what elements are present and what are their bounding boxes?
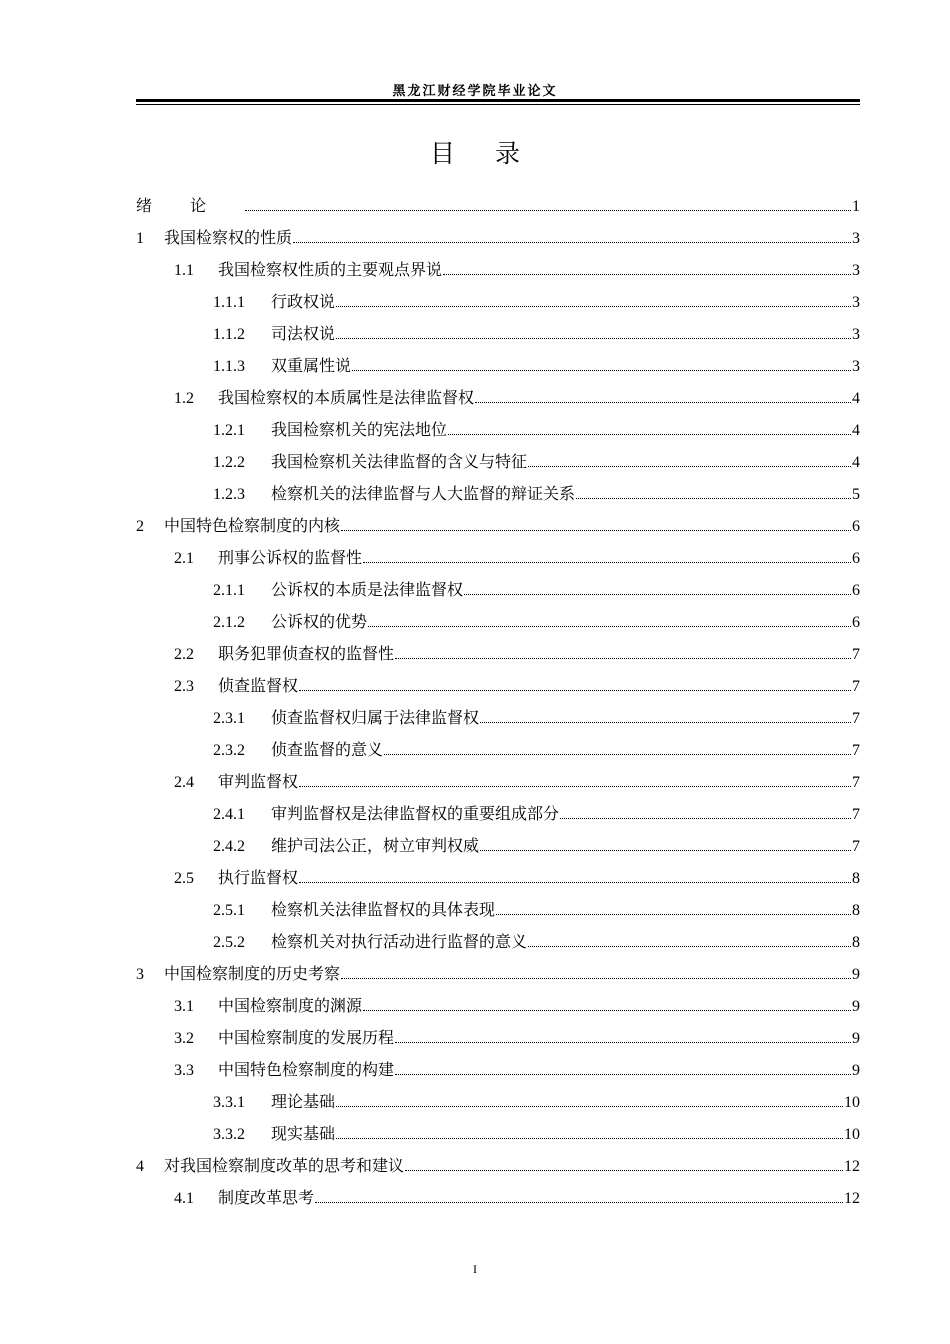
toc-entry-label: 司法权说 bbox=[271, 324, 336, 343]
toc-entry[interactable] bbox=[136, 544, 860, 576]
toc-entry-page: 8 bbox=[852, 870, 860, 887]
toc-entry[interactable] bbox=[136, 672, 860, 704]
dot-leader bbox=[368, 626, 851, 627]
toc-entry-page: 7 bbox=[852, 774, 860, 791]
toc-entry[interactable] bbox=[136, 224, 860, 256]
toc-entry-page: 6 bbox=[852, 582, 860, 599]
toc-entry-page: 10 bbox=[844, 1094, 860, 1111]
toc-entry[interactable] bbox=[136, 1152, 860, 1184]
toc-entry-page: 6 bbox=[852, 614, 860, 631]
dot-leader bbox=[560, 818, 851, 819]
toc-entry-label: 中国检察制度的历史考察 bbox=[164, 964, 341, 983]
header-rule-thick bbox=[136, 99, 860, 102]
toc-entry[interactable] bbox=[136, 1056, 860, 1088]
toc-entry-page: 5 bbox=[852, 486, 860, 503]
toc-entry-number: 2.4.1 bbox=[213, 806, 245, 823]
toc-entry-page: 3 bbox=[852, 294, 860, 311]
toc-entry[interactable] bbox=[136, 832, 860, 864]
toc-entry-label: 行政权说 bbox=[271, 292, 336, 311]
dot-leader bbox=[336, 338, 851, 339]
toc-entry[interactable] bbox=[136, 992, 860, 1024]
toc-entry-label: 理论基础 bbox=[271, 1092, 336, 1111]
toc-entry-number: 2.3.2 bbox=[213, 742, 245, 759]
toc-entry-page: 6 bbox=[852, 518, 860, 535]
toc-entry-page: 3 bbox=[852, 262, 860, 279]
dot-leader bbox=[405, 1170, 843, 1171]
toc-entry-label: 制度改革思考 bbox=[218, 1188, 315, 1207]
toc-entry-number: 1.1.2 bbox=[213, 326, 245, 343]
toc-entry-page: 7 bbox=[852, 806, 860, 823]
toc-entry[interactable] bbox=[136, 192, 860, 224]
toc-entry-label: 现实基础 bbox=[271, 1124, 336, 1143]
toc-entry-number: 1 bbox=[136, 230, 144, 247]
dot-leader bbox=[395, 1042, 851, 1043]
dot-leader bbox=[480, 722, 851, 723]
toc-entry[interactable] bbox=[136, 384, 860, 416]
toc-entry-label: 双重属性说 bbox=[271, 356, 352, 375]
dot-leader bbox=[363, 562, 851, 563]
dot-leader bbox=[395, 1074, 851, 1075]
toc-entry[interactable] bbox=[136, 416, 860, 448]
dot-leader bbox=[395, 658, 851, 659]
toc-entry-number: 4.1 bbox=[174, 1190, 194, 1207]
dot-leader bbox=[464, 594, 851, 595]
toc-entry[interactable] bbox=[136, 640, 860, 672]
dot-leader bbox=[245, 210, 851, 211]
toc-entry[interactable] bbox=[136, 960, 860, 992]
toc-entry-label: 审判监督权是法律监督权的重要组成部分 bbox=[271, 804, 560, 823]
toc-entry-label: 公诉权的优势 bbox=[271, 612, 368, 631]
toc-entry-label: 审判监督权 bbox=[218, 772, 299, 791]
toc-entry[interactable] bbox=[136, 576, 860, 608]
toc-entry-label: 刑事公诉权的监督性 bbox=[218, 548, 363, 567]
toc-entry-label: 公诉权的本质是法律监督权 bbox=[271, 580, 464, 599]
toc-entry-page: 4 bbox=[852, 422, 860, 439]
toc-entry-page: 3 bbox=[852, 358, 860, 375]
toc-entry-page: 8 bbox=[852, 934, 860, 951]
dot-leader bbox=[315, 1202, 843, 1203]
dot-leader bbox=[480, 850, 851, 851]
dot-leader bbox=[336, 1138, 843, 1139]
toc-entry-page: 4 bbox=[852, 390, 860, 407]
toc-entry-label: 我国检察机关法律监督的含义与特征 bbox=[271, 452, 528, 471]
toc-entry-label: 中国特色检察制度的内核 bbox=[164, 516, 341, 535]
toc-entry-label: 检察机关的法律监督与人大监督的辩证关系 bbox=[271, 484, 576, 503]
toc-entry-number: 2.4 bbox=[174, 774, 194, 791]
toc-entry-label: 执行监督权 bbox=[218, 868, 299, 887]
toc-entry[interactable] bbox=[136, 704, 860, 736]
header-rule-thin bbox=[136, 104, 860, 105]
dot-leader bbox=[475, 402, 851, 403]
toc-entry[interactable] bbox=[136, 1088, 860, 1120]
toc-entry-number: 3.3.2 bbox=[213, 1126, 245, 1143]
dot-leader bbox=[448, 434, 851, 435]
toc-entry-page: 7 bbox=[852, 742, 860, 759]
dot-leader bbox=[341, 978, 851, 979]
dot-leader bbox=[299, 882, 851, 883]
toc-entry-page: 9 bbox=[852, 998, 860, 1015]
toc-entry[interactable] bbox=[136, 800, 860, 832]
toc-entry-label: 职务犯罪侦查权的监督性 bbox=[218, 644, 395, 663]
toc-entry-number: 2.2 bbox=[174, 646, 194, 663]
toc-entry[interactable] bbox=[136, 512, 860, 544]
toc-entry-page: 12 bbox=[844, 1190, 860, 1207]
dot-leader bbox=[496, 914, 851, 915]
toc-entry-label: 我国检察权的本质属性是法律监督权 bbox=[218, 388, 475, 407]
running-header: 黑龙江财经学院毕业论文 bbox=[392, 84, 558, 99]
toc-entry-number: 1.2.2 bbox=[213, 454, 245, 471]
dot-leader bbox=[299, 690, 851, 691]
toc-entry-number: 3.3 bbox=[174, 1062, 194, 1079]
toc-entry[interactable] bbox=[136, 480, 860, 512]
toc-entry[interactable] bbox=[136, 768, 860, 800]
toc-entry[interactable] bbox=[136, 608, 860, 640]
toc-entry[interactable] bbox=[136, 288, 860, 320]
toc-entry-label: 我国检察权性质的主要观点界说 bbox=[218, 260, 443, 279]
toc-entry-number: 1.2.3 bbox=[213, 486, 245, 503]
toc-entry-number: 1.1.3 bbox=[213, 358, 245, 375]
toc-entry-page: 9 bbox=[852, 1062, 860, 1079]
toc-entry-label: 检察机关法律监督权的具体表现 bbox=[271, 900, 496, 919]
toc-entry[interactable] bbox=[136, 1120, 860, 1152]
toc-entry-number: 3.2 bbox=[174, 1030, 194, 1047]
toc-entry[interactable] bbox=[136, 352, 860, 384]
toc-entry-page: 12 bbox=[844, 1158, 860, 1175]
toc-entry-number: 2.5.1 bbox=[213, 902, 245, 919]
toc-title: 目录 bbox=[429, 139, 560, 168]
toc-entry-number: 2.5 bbox=[174, 870, 194, 887]
toc-entry-number: 1.2.1 bbox=[213, 422, 245, 439]
toc-entry[interactable] bbox=[136, 256, 860, 288]
dot-leader bbox=[363, 1010, 851, 1011]
toc-entry-label: 检察机关对执行活动进行监督的意义 bbox=[271, 932, 528, 951]
toc-entry-number: 2.1.1 bbox=[213, 582, 245, 599]
dot-leader bbox=[528, 946, 851, 947]
toc-entry[interactable] bbox=[136, 736, 860, 768]
toc-entry-page: 3 bbox=[852, 326, 860, 343]
toc-entry-number: 1.2 bbox=[174, 390, 194, 407]
toc-entry-page: 4 bbox=[852, 454, 860, 471]
dot-leader bbox=[352, 370, 851, 371]
table-of-contents bbox=[136, 192, 860, 1216]
toc-entry-page: 1 bbox=[852, 198, 860, 215]
toc-entry-number: 1.1 bbox=[174, 262, 194, 279]
toc-entry[interactable] bbox=[136, 864, 860, 896]
toc-entry[interactable] bbox=[136, 320, 860, 352]
toc-entry-number: 2.1.2 bbox=[213, 614, 245, 631]
toc-entry-page: 7 bbox=[852, 838, 860, 855]
toc-entry-page: 8 bbox=[852, 902, 860, 919]
toc-entry-page: 7 bbox=[852, 710, 860, 727]
toc-entry-page: 6 bbox=[852, 550, 860, 567]
dot-leader bbox=[528, 466, 851, 467]
toc-entry[interactable] bbox=[136, 1024, 860, 1056]
toc-entry-number: 3.1 bbox=[174, 998, 194, 1015]
toc-entry-label: 侦查监督权 bbox=[218, 676, 299, 695]
dot-leader bbox=[336, 1106, 843, 1107]
toc-entry[interactable] bbox=[136, 448, 860, 480]
dot-leader bbox=[299, 786, 851, 787]
toc-entry-page: 10 bbox=[844, 1126, 860, 1143]
toc-entry-number: 4 bbox=[136, 1158, 144, 1175]
toc-entry-number: 2.1 bbox=[174, 550, 194, 567]
toc-entry-number: 2.5.2 bbox=[213, 934, 245, 951]
toc-entry-number: 2 bbox=[136, 518, 144, 535]
toc-entry-number: 1.1.1 bbox=[213, 294, 245, 311]
toc-entry-number: 3.3.1 bbox=[213, 1094, 245, 1111]
toc-entry-label: 中国检察制度的发展历程 bbox=[218, 1028, 395, 1047]
toc-entry[interactable] bbox=[136, 896, 860, 928]
dot-leader bbox=[293, 242, 851, 243]
toc-entry-label: 我国检察机关的宪法地位 bbox=[271, 420, 448, 439]
dot-leader bbox=[336, 306, 851, 307]
toc-entry-number: 2.3.1 bbox=[213, 710, 245, 727]
toc-entry-label: 侦查监督的意义 bbox=[271, 740, 384, 759]
toc-entry-label: 绪论 bbox=[136, 196, 245, 215]
toc-entry-page: 9 bbox=[852, 966, 860, 983]
toc-entry-number: 3 bbox=[136, 966, 144, 983]
toc-entry-label: 中国特色检察制度的构建 bbox=[218, 1060, 395, 1079]
toc-entry-number: 2.4.2 bbox=[213, 838, 245, 855]
toc-entry-page: 7 bbox=[852, 678, 860, 695]
toc-entry-page: 9 bbox=[852, 1030, 860, 1047]
toc-entry-label: 侦查监督权归属于法律监督权 bbox=[271, 708, 480, 727]
toc-entry-page: 7 bbox=[852, 646, 860, 663]
toc-entry-label: 维护司法公正，树立审判权威 bbox=[271, 836, 480, 855]
dot-leader bbox=[443, 274, 851, 275]
dot-leader bbox=[341, 530, 851, 531]
toc-entry-number: 2.3 bbox=[174, 678, 194, 695]
toc-entry-label: 对我国检察制度改革的思考和建议 bbox=[164, 1156, 405, 1175]
toc-entry-label: 我国检察权的性质 bbox=[164, 228, 293, 247]
toc-entry[interactable] bbox=[136, 928, 860, 960]
dot-leader bbox=[384, 754, 851, 755]
toc-entry-label: 中国检察制度的渊源 bbox=[218, 996, 363, 1015]
toc-entry[interactable] bbox=[136, 1184, 860, 1216]
toc-entry-page: 3 bbox=[852, 230, 860, 247]
page-number: I bbox=[473, 1262, 477, 1276]
dot-leader bbox=[576, 498, 851, 499]
